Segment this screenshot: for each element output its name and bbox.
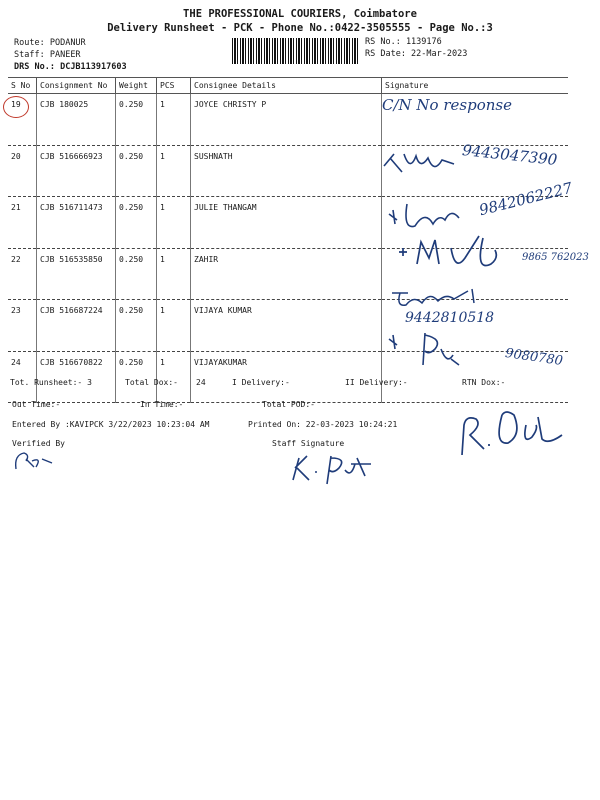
- cell-consignment: CJB 180025: [37, 94, 116, 146]
- route-value: PODANUR: [49, 38, 86, 48]
- document-subtitle: Delivery Runsheet - PCK - Phone No.:0422-3505555 - Page No.:3: [107, 22, 493, 34]
- drs-line: [14, 62, 127, 72]
- cell-weight: 0.250: [116, 197, 157, 249]
- cell-weight: 0.250: [116, 145, 157, 197]
- cell-pcs: 1: [157, 145, 191, 197]
- staff-value: PANEER: [49, 50, 81, 60]
- signature-row22: [395, 228, 525, 278]
- drs-label: DRS No.:: [14, 62, 55, 72]
- total-dox-label: Total Dox:-: [125, 378, 178, 387]
- phone-row21: 9842062227: [477, 178, 575, 220]
- verified-by-label: Verified By: [12, 439, 65, 448]
- cell-weight: 0.250: [116, 351, 157, 403]
- entered-by: Entered By :KAVIPCK 3/22/2023 10:23:04 AM: [12, 420, 210, 429]
- cell-pcs: 1: [157, 94, 191, 146]
- drs-value: DCJB113917603: [60, 62, 127, 72]
- ii-delivery: II Delivery:-: [345, 378, 408, 387]
- table-row: [8, 351, 568, 403]
- route-label: Route:: [14, 38, 45, 48]
- cell-pcs: 1: [157, 351, 191, 403]
- table-header-row: [8, 78, 568, 94]
- cell-pcs: 1: [157, 197, 191, 249]
- col-pcs: PCS: [157, 78, 191, 94]
- cell-consignee: SUSHNATH: [191, 145, 382, 197]
- cell-consignment: CJB 516535850: [37, 248, 116, 300]
- route-line: [14, 38, 86, 48]
- cell-sno: 20: [8, 145, 37, 197]
- col-weight: Weight: [116, 78, 157, 94]
- handwritten-note-row19: C/N No response: [382, 96, 512, 114]
- total-dox-value: 24: [196, 378, 206, 387]
- cell-weight: 0.250: [116, 300, 157, 352]
- col-consignee: Consignee Details: [191, 78, 382, 94]
- staff-line: [14, 50, 81, 60]
- cell-consignment: CJB 516670822: [37, 351, 116, 403]
- cell-consignee: ZAHIR: [191, 248, 382, 300]
- cell-weight: 0.250: [116, 248, 157, 300]
- col-consignment: Consignment No: [37, 78, 116, 94]
- printed-on: Printed On: 22-03-2023 10:24:21: [248, 420, 398, 429]
- staff-signature-label: Staff Signature: [272, 439, 345, 448]
- rs-no: RS No.: 1139176: [365, 37, 442, 47]
- phone-row24: 9080780: [504, 346, 564, 369]
- cell-consignment: CJB 516711473: [37, 197, 116, 249]
- rs-date: RS Date: 22-Mar-2023: [365, 49, 468, 59]
- cell-consignment: CJB 516666923: [37, 145, 116, 197]
- verified-signature: [12, 449, 62, 473]
- total-pod: Total POD:-: [262, 400, 315, 409]
- rtn-dox: RTN Dox:-: [462, 378, 506, 387]
- staff-label: Staff:: [14, 50, 45, 60]
- signature-row23: [388, 285, 488, 311]
- col-signature: Signature: [382, 78, 569, 94]
- i-delivery: I Delivery:-: [232, 378, 290, 387]
- phone-row23: 9442810518: [405, 310, 495, 326]
- cell-consignee: VIJAYAKUMAR: [191, 351, 382, 403]
- cell-consignee: JOYCE CHRISTY P: [191, 94, 382, 146]
- cell-pcs: 1: [157, 248, 191, 300]
- signature-row24: [385, 325, 475, 370]
- in-time: In Time:-: [140, 400, 184, 409]
- cell-consignee: VIJAYA KUMAR: [191, 300, 382, 352]
- manager-signature: [452, 405, 572, 465]
- signature-row20: [380, 148, 460, 178]
- cell-sno: 19: [8, 94, 37, 146]
- col-sno: S No: [8, 78, 37, 94]
- cell-pcs: 1: [157, 300, 191, 352]
- cell-sno: 24: [8, 351, 37, 403]
- cell-sno: 23: [8, 300, 37, 352]
- out-time: Out Time:-: [12, 400, 61, 409]
- phone-row22: 9865 762023: [522, 252, 589, 263]
- phone-row20: 9443047390: [461, 141, 559, 169]
- document-title: THE PROFESSIONAL COURIERS, Coimbatore: [183, 8, 417, 20]
- cell-sno: 21: [8, 197, 37, 249]
- cell-consignment: CJB 516687224: [37, 300, 116, 352]
- circle-mark: [3, 96, 29, 118]
- barcode: [232, 38, 360, 64]
- cell-consignee: JULIE THANGAM: [191, 197, 382, 249]
- cell-sno: 22: [8, 248, 37, 300]
- cell-weight: 0.250: [116, 94, 157, 146]
- total-runsheet: Tot. Runsheet:- 3: [10, 378, 92, 387]
- staff-signature: [285, 450, 380, 490]
